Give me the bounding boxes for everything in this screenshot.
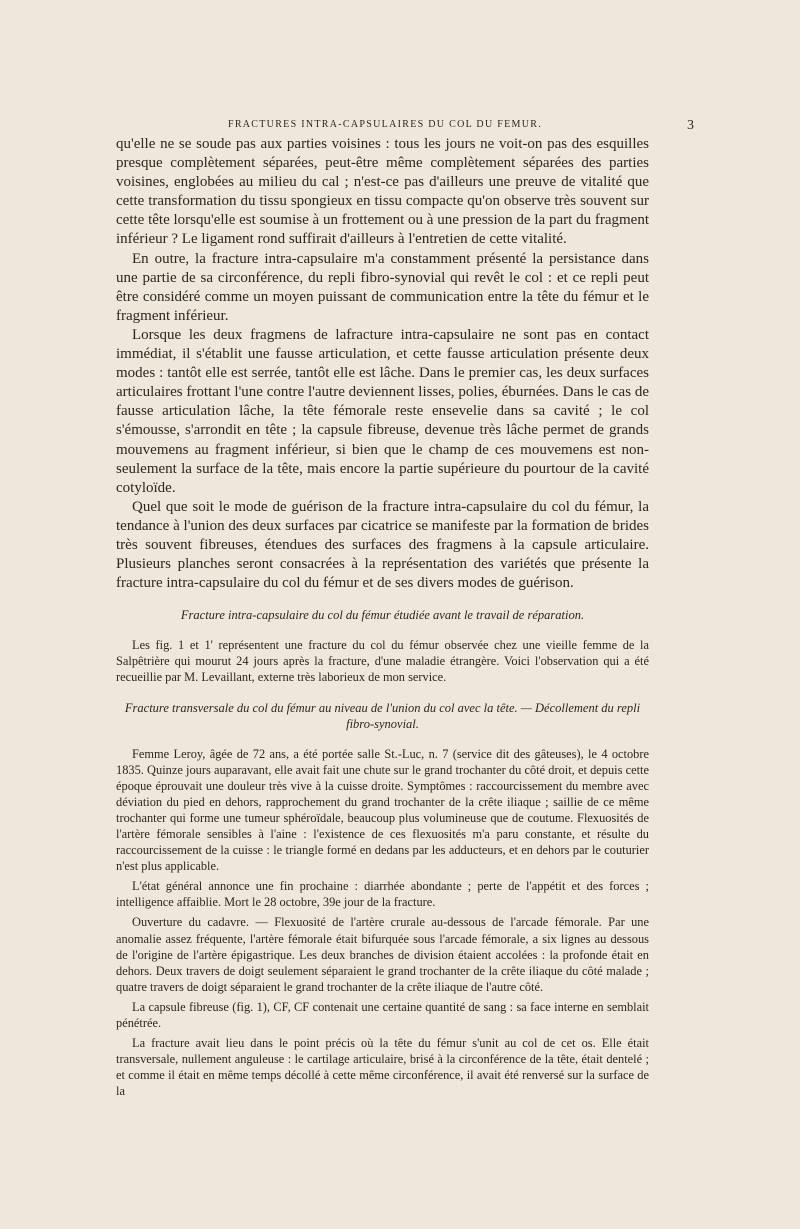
intro-text: [116, 637, 649, 685]
paragraph: En outre, la fracture intra-capsulaire m'a constamment présenté la persistance dans une partie de sa circonférence, du repli fibro-synovial qui revêt le col : et ce repli peut être considéré comme un moyen puissant de communication entre la tête du fémur et le fragment inférieur.: [116, 250, 649, 324]
page-body: [116, 135, 649, 1100]
page-number: 3: [687, 118, 694, 133]
paragraph: La capsule fibreuse (fig. 1), CF, CF contenait une certaine quantité de sang : sa face interne en semblait pénétrée.: [116, 999, 649, 1031]
paragraph: Quel que soit le mode de guérison de la fracture intra-capsulaire du col du fémur, la tendance à l'union des deux surfaces par cicatrice se manifeste par la formation de brides très souvent fibreuses, étendues des surfaces des fragmens à la capsule articulaire. Plusieurs planches seront consacrées à la représentation des variétés que présente la fracture intra-capsulaire du col du fémur et de ses divers modes de guérison.: [116, 498, 649, 592]
case-title: Fracture transversale du col du fémur au niveau de l'union du col avec la tête. — Décollement du repli fibro-synovial.: [124, 700, 641, 731]
paragraph: qu'elle ne se soude pas aux parties voisines : tous les jours ne voit-on pas des esquilles presque complètement séparées, peut-être même complètement séparées des parties voisines, englobées au milieu du cal ; n'est-ce pas d'ailleurs une preuve de vitalité que cette transformation du tissu spongieux en tissu compacte qu'on observe très souvent sur cette tête lorsqu'elle est soumise à un frottement ou à une pression de la part du fragment inférieur ? Le ligament rond suffirait d'ailleurs à l'entretien de cette vitalité.: [116, 136, 649, 248]
paragraph: Lorsque les deux fragmens de lafracture intra-capsulaire ne sont pas en contact immédiat, il s'établit une fausse articulation, et cette fausse articulation présente deux modes : tantôt elle est serrée, tantôt elle est lâche. Dans le premier cas, les deux surfaces articulaires frottant l'une contre l'autre deviennent lisses, polies, éburnées. Dans le cas de fausse articulation lâche, la tête fémorale reste ensevelie dans sa cavité ; le col s'émousse, s'arrondit en tête ; la capsule fibreuse, devenue très lâche permet de grands mouvemens au fragment inférieur, si bien que le champ de ces mouvemens est non-seulement la surface de la tête, mais encore la partie supérieure du pourtour de la cavité cotyloïde.: [116, 326, 649, 496]
case-text: [116, 746, 649, 1100]
paragraph: Les fig. 1 et 1' représentent une fracture du col du fémur observée chez une vieille femme de la Salpêtrière qui mourut 24 jours après la fracture, d'une maladie étrangère. Voici l'observation qui a été recueillie par M. Levaillant, externe très laborieux de mon service.: [116, 638, 649, 685]
main-text: [116, 135, 649, 593]
running-title: FRACTURES INTRA-CAPSULAIRES DU COL DU FEMUR.: [227, 119, 543, 130]
paragraph: Femme Leroy, âgée de 72 ans, a été portée salle St.-Luc, n. 7 (service dit des gâteuses), le 4 octobre 1835. Quinze jours auparavant, elle avait fait une chute sur le grand trochanter du côté droit, et depuis cette époque éprouvait une douleur très vive à la cuisse droite. Symptômes : raccourcissement du membre avec déviation du pied en dehors, rapprochement du grand trochanter de la crête iliaque ; saillie de ce même trochanter qui forme une tumeur sphéroïdale, beaucoup plus volumineuse que de coutume. Flexuosités de l'artère fémorale sensibles à l'aine : l'existence de ces flexuosités m'a paru constante, et résulte du raccourcissement de la cuisse : le triangle formé en dedans par les adducteurs, et en dehors par le couturier n'est plus applicable.: [116, 746, 649, 874]
section-caption: Fracture intra-capsulaire du col du fémur étudiée avant le travail de réparation.: [180, 608, 585, 623]
paragraph: Ouverture du cadavre. — Flexuosité de l'artère crurale au-dessous de l'arcade fémorale. Par une anomalie assez fréquente, l'artère fémorale était bifurquée sous l'arcade fémorale, a six lignes au dessous de l'origine de l'artère épigastrique. Les deux branches de division étaient accolées : la profonde était en dehors. Deux travers de doigt seulement séparaient le grand trochanter de la crête iliaque du côté malade ; quatre travers de doigt séparaient le grand trochanter de la crête iliaque de l'autre côté.: [116, 915, 649, 994]
paragraph: La fracture avait lieu dans le point précis où la tête du fémur s'unit au col de cet os. Elle était transversale, nullement anguleuse : le cartilage articulaire, brisé à la circonférence de la tête, était dentelé ; et comme il était en même temps décollé à cette même circonférence, il avait été renversé sur la surface de la: [116, 1036, 649, 1099]
paragraph: L'état général annonce une fin prochaine : diarrhée abondante ; perte de l'appétit et des forces ; intelligence affaiblie. Mort le 28 octobre, 39e jour de la fracture.: [116, 879, 649, 910]
